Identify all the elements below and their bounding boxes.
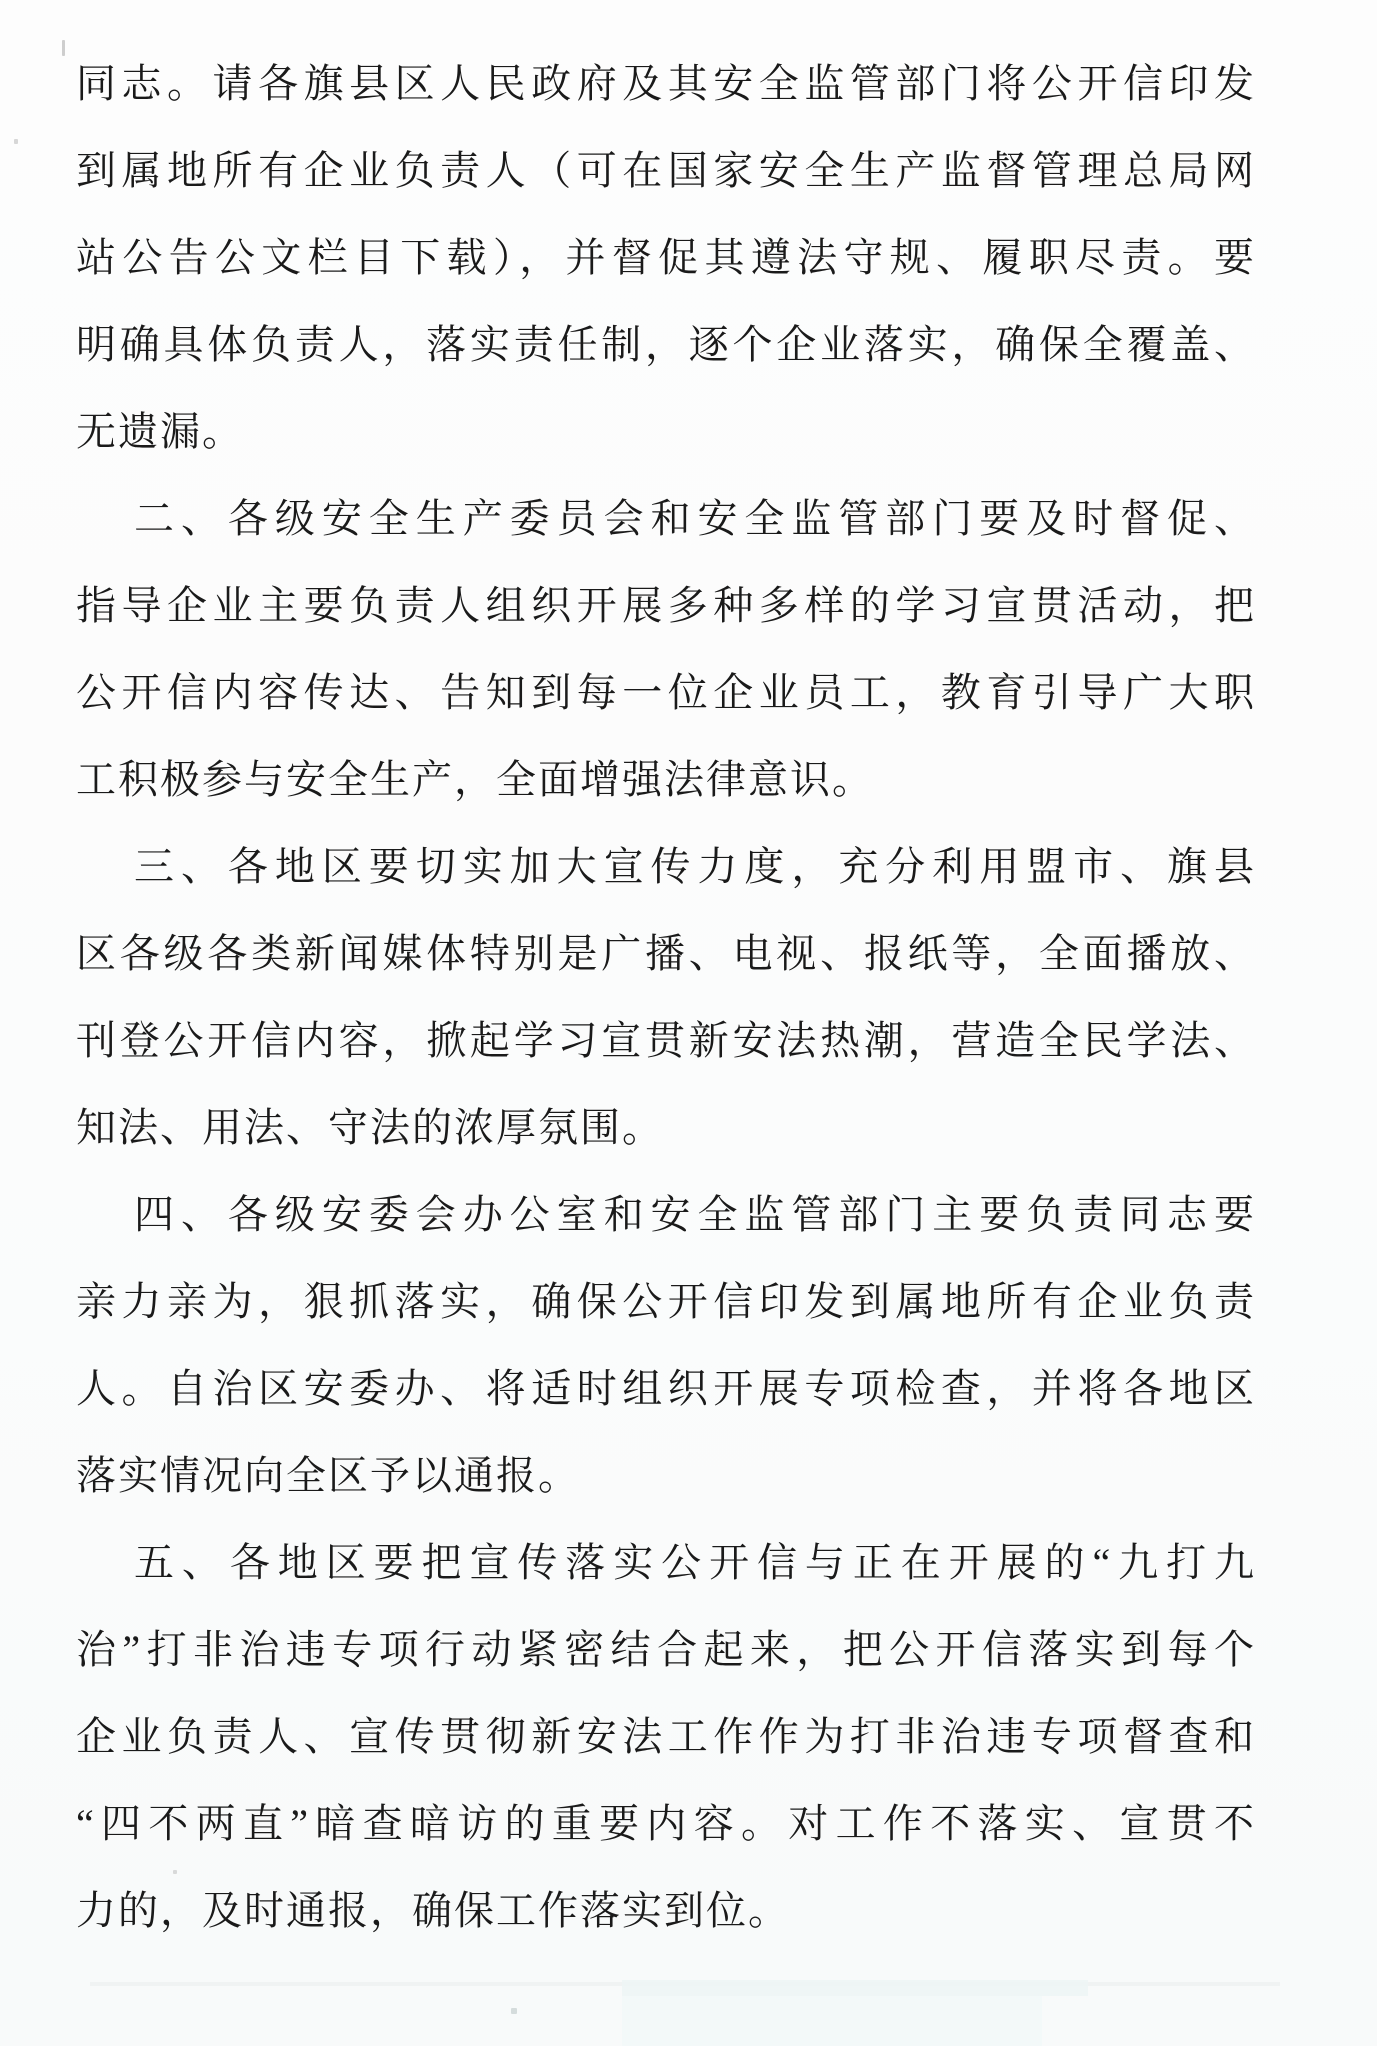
text-line: 力的，及时通报，确保工作落实到位。 [76,1888,790,1933]
text-line: “四不两直”暗查暗访的重要内容。对工作不落实、宣贯不 [76,1801,1256,1846]
text-line: 四、各级安委会办公室和安全监管部门主要负责同志要 [134,1192,1256,1237]
text-line: 人。自治区安委办、将适时组织开展专项检查，并将各地区 [76,1366,1256,1411]
scan-speckle [14,139,18,144]
text-line: 无遗漏。 [76,409,244,454]
text-line: 企业负责人、宣传贯彻新安法工作作为打非治违专项督查和 [76,1714,1256,1759]
paragraph-5 [76,1519,1256,1954]
text-line: 明确具体负责人，落实责任制，逐个企业落实，确保全覆盖、 [76,322,1256,367]
text-line: 指导企业主要负责人组织开展多种多样的学习宣贯活动，把 [76,583,1256,628]
scan-artifact [622,1980,1088,1996]
text-line: 五、各地区要把宣传落实公开信与正在开展的“九打九 [134,1540,1256,1585]
scan-speckle [511,2008,517,2014]
text-line: 知法、用法、守法的浓厚氛围。 [76,1105,664,1150]
text-line: 治”打非治违专项行动紧密结合起来，把公开信落实到每个 [76,1627,1256,1672]
text-line: 二、各级安全生产委员会和安全监管部门要及时督促、 [134,496,1256,541]
scan-artifact [622,1996,1042,2046]
text-line: 公开信内容传达、告知到每一位企业员工，教育引导广大职 [76,670,1256,715]
document-body [76,40,1256,1954]
text-line: 三、各地区要切实加大宣传力度，充分利用盟市、旗县 [134,844,1256,889]
text-line: 同志。请各旗县区人民政府及其安全监管部门将公开信印发 [76,61,1256,106]
paragraph-2 [76,475,1256,823]
text-line: 刊登公开信内容，掀起学习宣贯新安法热潮，营造全民学法、 [76,1018,1256,1063]
paragraph-4 [76,1171,1256,1519]
scan-streak [90,1982,1280,1986]
text-line: 工积极参与安全生产，全面增强法律意识。 [76,757,874,802]
text-line: 到属地所有企业负责人（可在国家安全生产监督管理总局网 [76,148,1256,193]
text-line: 落实情况向全区予以通报。 [76,1453,580,1498]
text-line: 区各级各类新闻媒体特别是广播、电视、报纸等，全面播放、 [76,931,1256,976]
paragraph-3 [76,823,1256,1171]
scan-speckle [62,40,65,56]
text-line: 亲力亲为，狠抓落实，确保公开信印发到属地所有企业负责 [76,1279,1256,1324]
paragraph-1 [76,40,1256,475]
text-line: 站公告公文栏目下载），并督促其遵法守规、履职尽责。要 [76,235,1256,280]
